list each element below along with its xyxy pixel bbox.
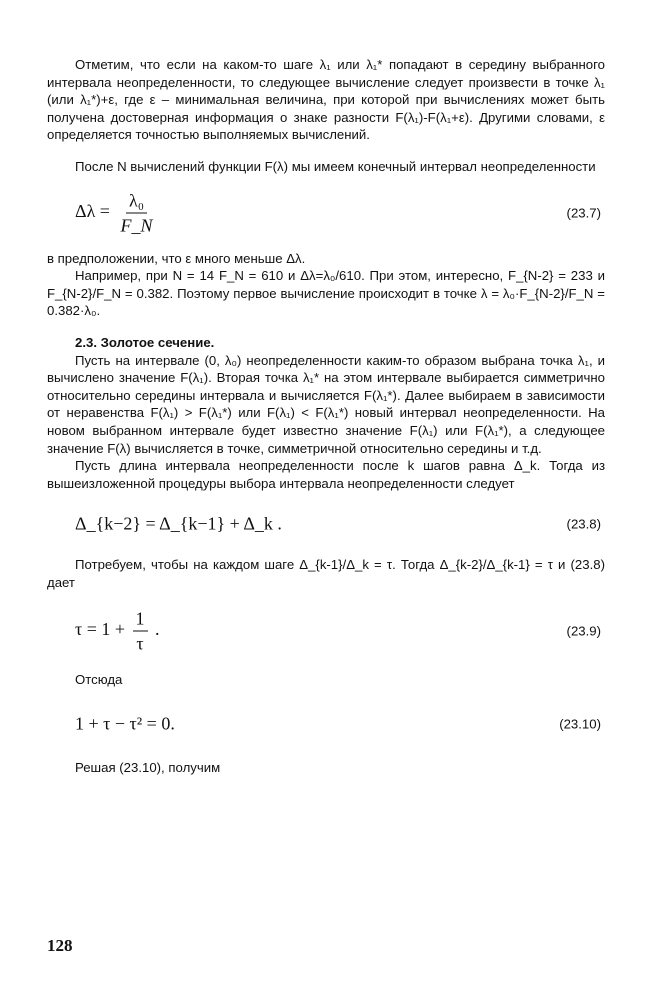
paragraph-1: Отметим, что если на каком-то шаге λ₁ или λ₁* попадают в середину выбранного интервала неопределенности, то следующее вычисление следует произвести в точке λ₁ (или λ₁*)+ε, где ε – минимальная величина, при которой при вычислениях может быть получена достоверная информация о знаке разности F(λ₁)-F(λ₁+ε). Другими словами, ε определяется точностью выполняемых вычислений.: [47, 57, 605, 143]
paragraph-9: Решая (23.10), получим: [75, 760, 221, 776]
eq2-body: Δ_{k−2} = Δ_{k−1} + Δ_k .: [75, 513, 282, 534]
paragraph-8: Отсюда: [75, 672, 123, 688]
eq4-number: (23.10): [559, 716, 601, 732]
paragraph-2: После N вычислений функции F(λ) мы имеем конечный интервал неопределенности: [75, 158, 596, 174]
paragraph-3: в предположении, что ε много меньше Δλ.: [47, 250, 306, 266]
equation-23-10: [47, 689, 605, 759]
eq3-denominator: τ: [136, 633, 144, 654]
paragraph-5: Пусть на интервале (0, λ₀) неопределенности каким-то образом выбрана точка λ₁, и вычислено значение F(λ₁). Вторая точка λ₁* на этом интервале выбирается симметрично относительно середины интервала и вычисляется F(λ₁*). Далее выбираем в зависимости от неравенства F(λ₁) > F(λ₁*) или F(λ₁) < F(λ₁*) новый интервал неопределенности. На новом выбранном интервале будет известно значение F(λ₁) или F(λ₁*), а следующее значение F(λ) вычисляется в точке, симметричной относительно середины и т.д.: [47, 352, 605, 456]
eq3-number: (23.9): [566, 623, 601, 639]
page-number: 128: [47, 936, 73, 955]
eq1-numerator: λ₀: [126, 189, 147, 213]
eq3-numerator: 1: [133, 608, 148, 632]
equation-23-8: [47, 492, 605, 556]
eq2-number: (23.8): [566, 516, 601, 532]
eq3-tail: .: [155, 619, 160, 640]
equation-23-7: [47, 176, 605, 250]
eq1-lhs: Δλ =: [75, 200, 110, 221]
section-heading: 2.3. Золотое сечение.: [75, 334, 215, 350]
eq4-body: 1 + τ − τ² = 0.: [75, 713, 175, 734]
eq1-number: (23.7): [566, 205, 601, 221]
paragraph-4: Например, при N = 14 F_N = 610 и Δλ=λ₀/610. При этом, интересно, F_{N-2} = 233 и F_{N-2}/F_N = 0.382. Поэтому первое вычисление происходит в точке λ = λ₀·F_{N-2}/F_N = 0.382·λ₀.: [47, 268, 605, 319]
eq1-denominator: F_N: [120, 215, 153, 236]
eq3-lhs: τ = 1 +: [75, 619, 126, 640]
paragraph-7: Потребуем, чтобы на каждом шаге Δ_{k-1}/Δ_k = τ. Тогда Δ_{k-2}/Δ_{k-1} = τ и (23.8) дает: [47, 557, 605, 590]
page-body: [47, 56, 605, 777]
paragraph-6: Пусть длина интервала неопределенности после k шагов равна Δ_k. Тогда из вышеизложенной процедуры выбора интервала неопределенности следует: [47, 458, 605, 491]
equation-23-9: [47, 591, 605, 671]
